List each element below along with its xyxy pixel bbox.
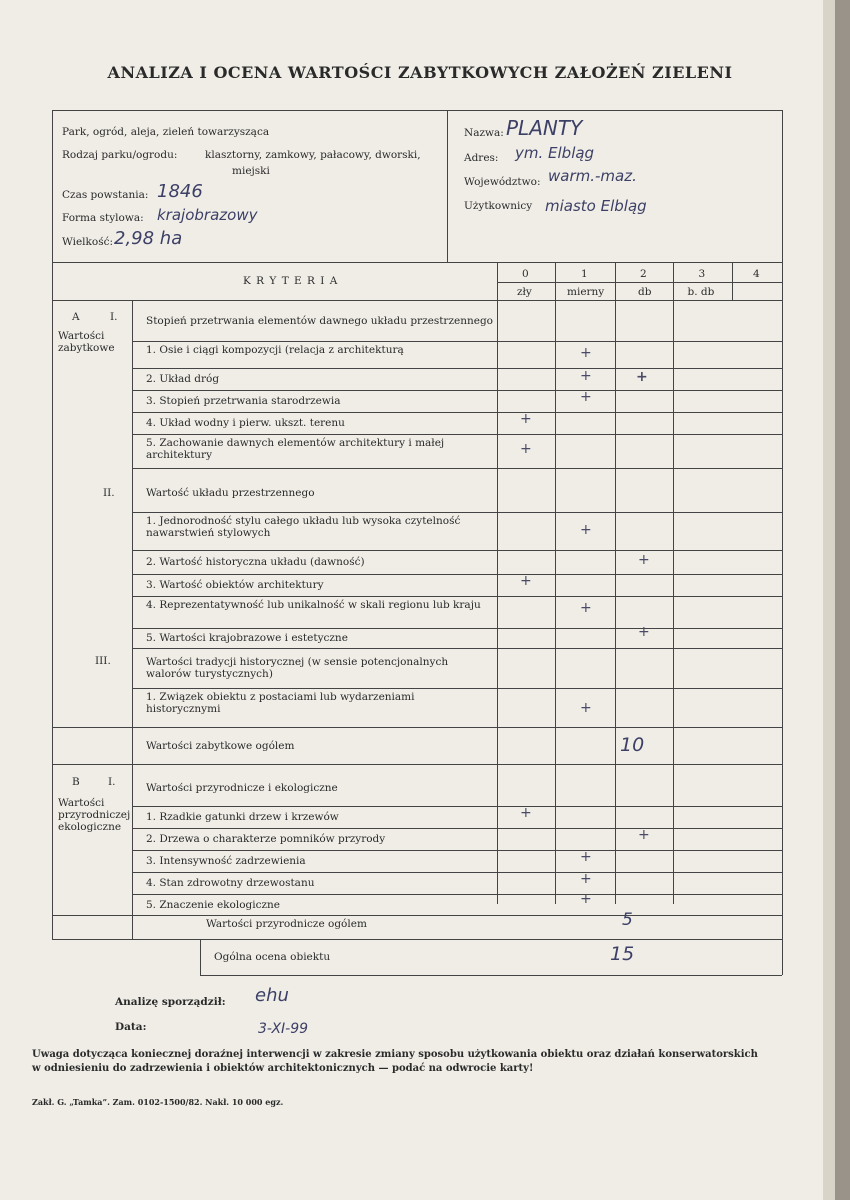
section-a-i-number: I. [110, 311, 118, 323]
kind-label: Rodzaj parku/ogrodu: [62, 149, 178, 161]
score-mark: + [520, 441, 532, 457]
criteria-row: 4. Reprezentatywność lub unikalność w skali regionu lub kraju [146, 599, 481, 611]
overall-value: 15 [610, 943, 635, 965]
users-label: Użytkownicy [464, 200, 533, 212]
page-title: ANALIZA I OCENA WARTOŚCI ZABYTKOWYCH ZAŁOŻEŃ ZIELENI [107, 63, 733, 82]
kind-options-miejski: miejski [232, 165, 270, 177]
overall-label: Ogólna ocena obiektu [214, 951, 331, 963]
score-mark: + [520, 411, 532, 427]
style-value: krajobrazowy [157, 206, 258, 224]
section-a-iii-number: III. [95, 655, 111, 667]
score-number: 0 [522, 268, 529, 280]
analysis-label: Analizę sporządził: [115, 996, 226, 1008]
a-total-value: 10 [620, 734, 645, 756]
section-a-ii-title: Wartość układu przestrzennego [146, 487, 315, 499]
section-a-letter: A [72, 311, 80, 323]
criteria-row: 1. Związek obiektu z postaciami lub wydarzeniami historycznymi [146, 691, 415, 715]
object-type-label: Park, ogród, aleja, zieleń towarzysząca [62, 126, 270, 138]
row-divider [132, 468, 782, 469]
b-total-label: Wartości przyrodnicze ogólem [206, 918, 367, 930]
score-number: 3 [698, 268, 706, 280]
row-divider [132, 648, 782, 649]
row-divider [132, 368, 782, 369]
criteria-row: 1. Osie i ciągi kompozycji (relacja z architekturą [146, 344, 404, 356]
name-label: Nazwa: [464, 127, 504, 139]
note-line-2: w odniesieniu do zadrzewienia i obiektów architektonicznych — podać na odwrocie karty! [32, 1063, 534, 1074]
row-divider [132, 412, 782, 413]
section-a-ii-number: II. [103, 487, 115, 499]
row-divider [132, 550, 782, 551]
address-label: Adres: [464, 152, 499, 164]
section-b-i-title: Wartości przyrodnicze i ekologiczne [146, 782, 338, 794]
criteria-row: 1. Rzadkie gatunki drzew i krzewów [146, 811, 339, 823]
score-number: 1 [581, 268, 588, 280]
style-label: Forma stylowa: [62, 212, 144, 224]
criteria-row: 5. Wartości krajobrazowe i estetyczne [146, 632, 348, 644]
users-value: miasto Elbląg [545, 197, 647, 215]
a-total-label: Wartości zabytkowe ogólem [146, 740, 295, 752]
date-label: Data: [115, 1021, 147, 1033]
section-b-letter: B [72, 776, 80, 788]
row-divider [132, 628, 782, 629]
voivodeship-label: Województwo: [464, 176, 541, 188]
size-value: 2,98 ha [114, 228, 183, 249]
score-mark: + [520, 573, 532, 589]
criteria-row: 4. Stan zdrowotny drzewostanu [146, 877, 315, 889]
section-b-title: Wartości przyrodniczej ekologiczne [58, 797, 131, 833]
score-name: zły [517, 286, 532, 298]
row-divider [132, 872, 782, 873]
score-mark: + [580, 368, 592, 384]
criteria-row: 3. Wartość obiektów architektury [146, 579, 324, 591]
score-mark: + [636, 369, 648, 385]
score-name: b. db [687, 286, 715, 298]
page-edge [823, 0, 835, 1200]
criteria-row: 2. Układ dróg [146, 373, 220, 385]
score-mark: + [580, 389, 592, 405]
section-a-i-title: Stopień przetrwania elementów dawnego układu przestrzennego [146, 315, 493, 327]
criteria-row: 5. Zachowanie dawnych elementów architektury i małej architektury [146, 437, 445, 461]
section-a-title: Wartości zabytkowe [58, 330, 115, 354]
criteria-row: 4. Układ wodny i pierw. ukszt. terenu [146, 417, 345, 429]
score-mark: + [580, 522, 592, 538]
name-value: PLANTY [506, 116, 583, 140]
analysis-signature: ehu [255, 985, 289, 1006]
row-divider [132, 894, 782, 895]
score-mark: + [520, 805, 532, 821]
score-mark: + [580, 871, 592, 887]
criteria-row: 3. Stopień przetrwania starodrzewia [146, 395, 341, 407]
note-line-1: Uwaga dotycząca koniecznej doraźnej interwencji w zakresie zmiany sposobu użytkowania obiektu oraz działań konserwatorskich [32, 1049, 758, 1060]
row-divider [132, 434, 782, 435]
score-mark: + [580, 700, 592, 716]
criteria-row: 3. Intensywność zadrzewienia [146, 855, 306, 867]
criteria-row: 2. Wartość historyczna układu (dawność) [146, 556, 365, 568]
date-value: 3-XI-99 [258, 1021, 309, 1037]
row-divider [132, 596, 782, 597]
criteria-row: 2. Drzewa o charakterze pomników przyrody [146, 833, 386, 845]
score-mark: + [580, 891, 592, 907]
row-divider [132, 390, 782, 391]
score-mark: + [638, 624, 650, 640]
b-total-value: 5 [622, 910, 633, 930]
time-value: 1846 [157, 181, 203, 202]
section-b-i-number: I. [108, 776, 116, 788]
criteria-label: K R Y T E R I A [243, 275, 339, 287]
score-number: 4 [753, 268, 760, 280]
score-number: 2 [640, 268, 647, 280]
criteria-row: 5. Znaczenie ekologiczne [146, 898, 281, 911]
print-info: Zakł. G. „Tamka”. Zam. 0102-1500/82. Nakł. 10 000 egz. [32, 1097, 284, 1107]
page-shadow [835, 0, 850, 1200]
row-divider [132, 850, 782, 851]
score-mark: + [580, 345, 592, 361]
score-name: db [638, 286, 652, 298]
kind-options: klasztorny, zamkowy, pałacowy, dworski, [205, 149, 421, 161]
address-value: ym. Elbląg [515, 144, 595, 162]
time-label: Czas powstania: [62, 189, 149, 201]
score-mark: + [580, 600, 592, 616]
score-mark: + [638, 552, 650, 568]
score-mark: + [580, 849, 592, 865]
criteria-row: 1. Jednorodność stylu całego układu lub wysoka czytelność nawarstwień stylowych [146, 515, 461, 539]
score-name: mierny [567, 286, 605, 298]
voivodeship-value: warm.-maz. [548, 167, 637, 185]
row-divider [132, 828, 782, 829]
size-label: Wielkość: [62, 236, 114, 248]
score-mark: + [638, 827, 650, 843]
section-a-iii-title: Wartości tradycji historycznej (w sensie potencjonalnych walorów turystycznych) [146, 656, 449, 680]
row-divider [132, 574, 782, 575]
